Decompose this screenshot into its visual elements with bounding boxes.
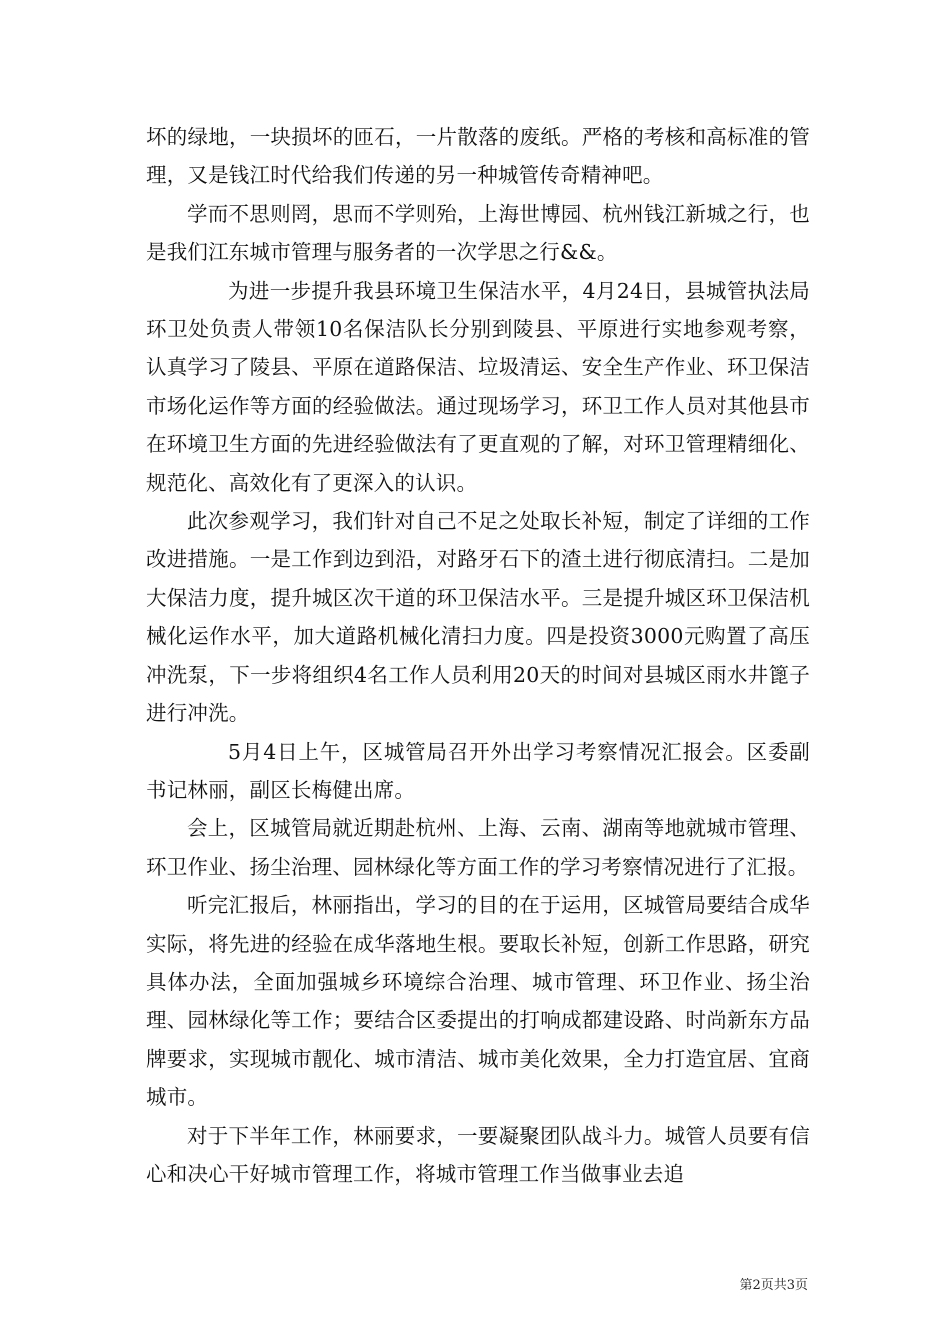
page-number-footer: 第2页共3页	[739, 1278, 808, 1293]
paragraph-leader-remarks: 听完汇报后，林丽指出，学习的目的在于运用，区城管局要结合成华实际，将先进的经验在成华落地生根。要取长补短，创新工作思路，研究具体办法，全面加强城乡环境综合治理、城市管理、环卫作业、扬尘治理、园林绿化等工作；要结合区委提出的打响成都建设路、时尚新东方品牌要求，实现城市靓化、城市清洁、城市美化效果，全力打造宜居、宜商城市。	[146, 893, 810, 1110]
paragraph-sanitation-visit: 为进一步提升我县环境卫生保洁水平，4月24日，县城管执法局环卫处负责人带领10名保洁队长分别到陵县、平原进行实地参观考察，认真学习了陵县、平原在道路保洁、垃圾清运、安全生产作业、环卫保洁市场化运作等方面的经验做法。通过现场学习，环卫工作人员对其他县市在环境卫生方面的先进经验做法有了更直观的了解，对环卫管理精细化、规范化、高效化有了更深入的认识。	[146, 278, 810, 495]
paragraph-second-half-work: 对于下半年工作，林丽要求，一要凝聚团队战斗力。城管人员要有信心和决心干好城市管理工作，将城市管理工作当做事业去追	[146, 1123, 810, 1186]
paragraph-continued: 坏的绿地，一块损坏的匝石，一片散落的废纸。严格的考核和高标准的管理，又是钱江时代给我们传递的另一种城管传奇精神吧。	[146, 125, 810, 188]
paragraph-improvement-measures: 此次参观学习，我们针对自己不足之处取长补短，制定了详细的工作改进措施。一是工作到边到沿，对路牙石下的渣土进行彻底清扫。二是加大保洁力度，提升城区次干道的环卫保洁水平。三是提升城区环卫保洁机械化运作水平，加大道路机械化清扫力度。四是投资3000元购置了高压冲洗泵，下一步将组织4名工作人员利用20天的时间对县城区雨水井篦子进行冲洗。	[146, 509, 810, 726]
paragraph-study-reflection: 学而不思则罔，思而不学则殆，上海世博园、杭州钱江新城之行，也是我们江东城市管理与服务者的一次学思之行&&。	[146, 201, 810, 265]
document-body	[146, 118, 810, 1193]
paragraph-meeting-report: 会上，区城管局就近期赴杭州、上海、云南、湖南等地就城市管理、环卫作业、扬尘治理、园林绿化等方面工作的学习考察情况进行了汇报。	[146, 816, 810, 879]
paragraph-report-meeting: 5月4日上午，区城管局召开外出学习考察情况汇报会。区委副书记林丽，副区长梅健出席。	[146, 739, 810, 802]
